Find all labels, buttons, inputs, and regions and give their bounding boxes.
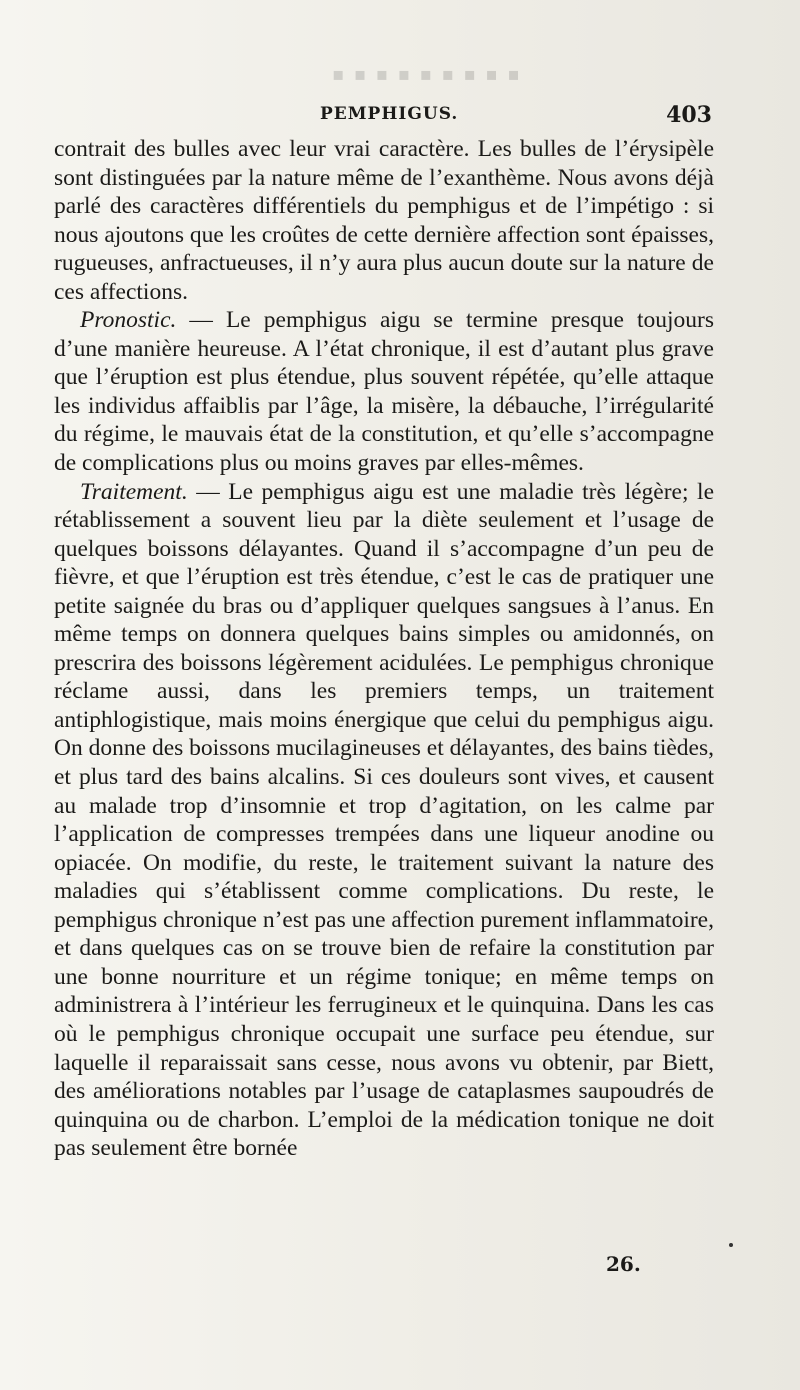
traitement-heading: Traitement. <box>80 478 188 505</box>
main-text <box>54 135 714 1163</box>
page-number: 403 <box>666 102 712 128</box>
traitement-text: — Le pemphigus aigu est une maladie très légère; le rétablissement a souvent lieu par la diète seulement et l’usage de quelques boissons délayantes. Quand il s’accompagne d’un peu de fièvre, et que l’éruption est très étendue, c’est le cas de pratiquer une petite saignée du bras ou d’appliquer quelques sangsues à l’anus. En même temps on donnera quelques bains simples ou amidonnés, on prescrira des boissons légèrement acidulées. Le pemphigus chronique réclame aussi, dans les premiers temps, un traitement antiphlogistique, mais moins énergique que celui du pemphigus aigu. On donne des boissons mucilagineuses et délayantes, des bains tièdes, et plus tard des bains alcalins. Si ces douleurs sont vives, et causent au malade trop d’insomnie et trop d’agitation, on les calme par l’application de compresses trempées dans une liqueur anodine ou opiacée. On modifie, du reste, le traitement suivant la nature des maladies qui s’établissent comme complications. Du reste, le pemphigus chronique n’est pas une affection purement inflammatoire, et dans quelques cas on se trouve bien de refaire la constitution par une bonne nourriture et un régime tonique; en même temps on administrera à l’intérieur les ferrugineux et le quinquina. Dans les cas où le pemphigus chronique occupait une surface peu étendue, sur laquelle il reparaissait sans cesse, nous avons vu obtenir, par Biett, des améliorations notables par l’usage de cataplasmes saupoudrés de quinquina ou de charbon. L’emploi de la médication tonique ne doit pas seulement être bornée <box>54 478 714 1162</box>
paragraph-traitement <box>54 478 714 1163</box>
pronostic-text: — Le pemphigus aigu se termine presque toujours d’une manière heureuse. A l’état chronique, il est d’autant plus grave que l’éruption est plus étendue, plus souvent répétée, qu’elle attaque les individus affaiblis par l’âge, la misère, la débauche, l’irrégularité du régime, le mauvais état de la constitution, et qu’elle s’accompagne de complications plus ou moins graves par elles-mêmes. <box>54 307 714 477</box>
paragraph-continuation: contrait des bulles avec leur vrai caractère. Les bulles de l’érysipèle sont distinguées par la nature même de l’exanthème. Nous avons déjà parlé des caractères différentiels du pemphigus et de l’impétigo : si nous ajoutons que les croûtes de cette dernière affection sont épaisses, rugueuses, anfractueuses, il n’y aura plus aucun doute sur la nature de ces affections. <box>54 136 714 305</box>
margin-speck <box>729 1243 733 1247</box>
running-title: PEMPHIGUS. <box>320 104 459 124</box>
bleed-through-shadow: ▪ ▪ ▪ ▪ ▪ ▪ ▪ ▪ ▪ <box>330 64 520 85</box>
running-head <box>58 102 712 132</box>
paragraph-pronostic <box>54 306 714 477</box>
signature-mark: 26. <box>606 1252 641 1276</box>
pronostic-heading: Pronostic. <box>80 307 177 334</box>
